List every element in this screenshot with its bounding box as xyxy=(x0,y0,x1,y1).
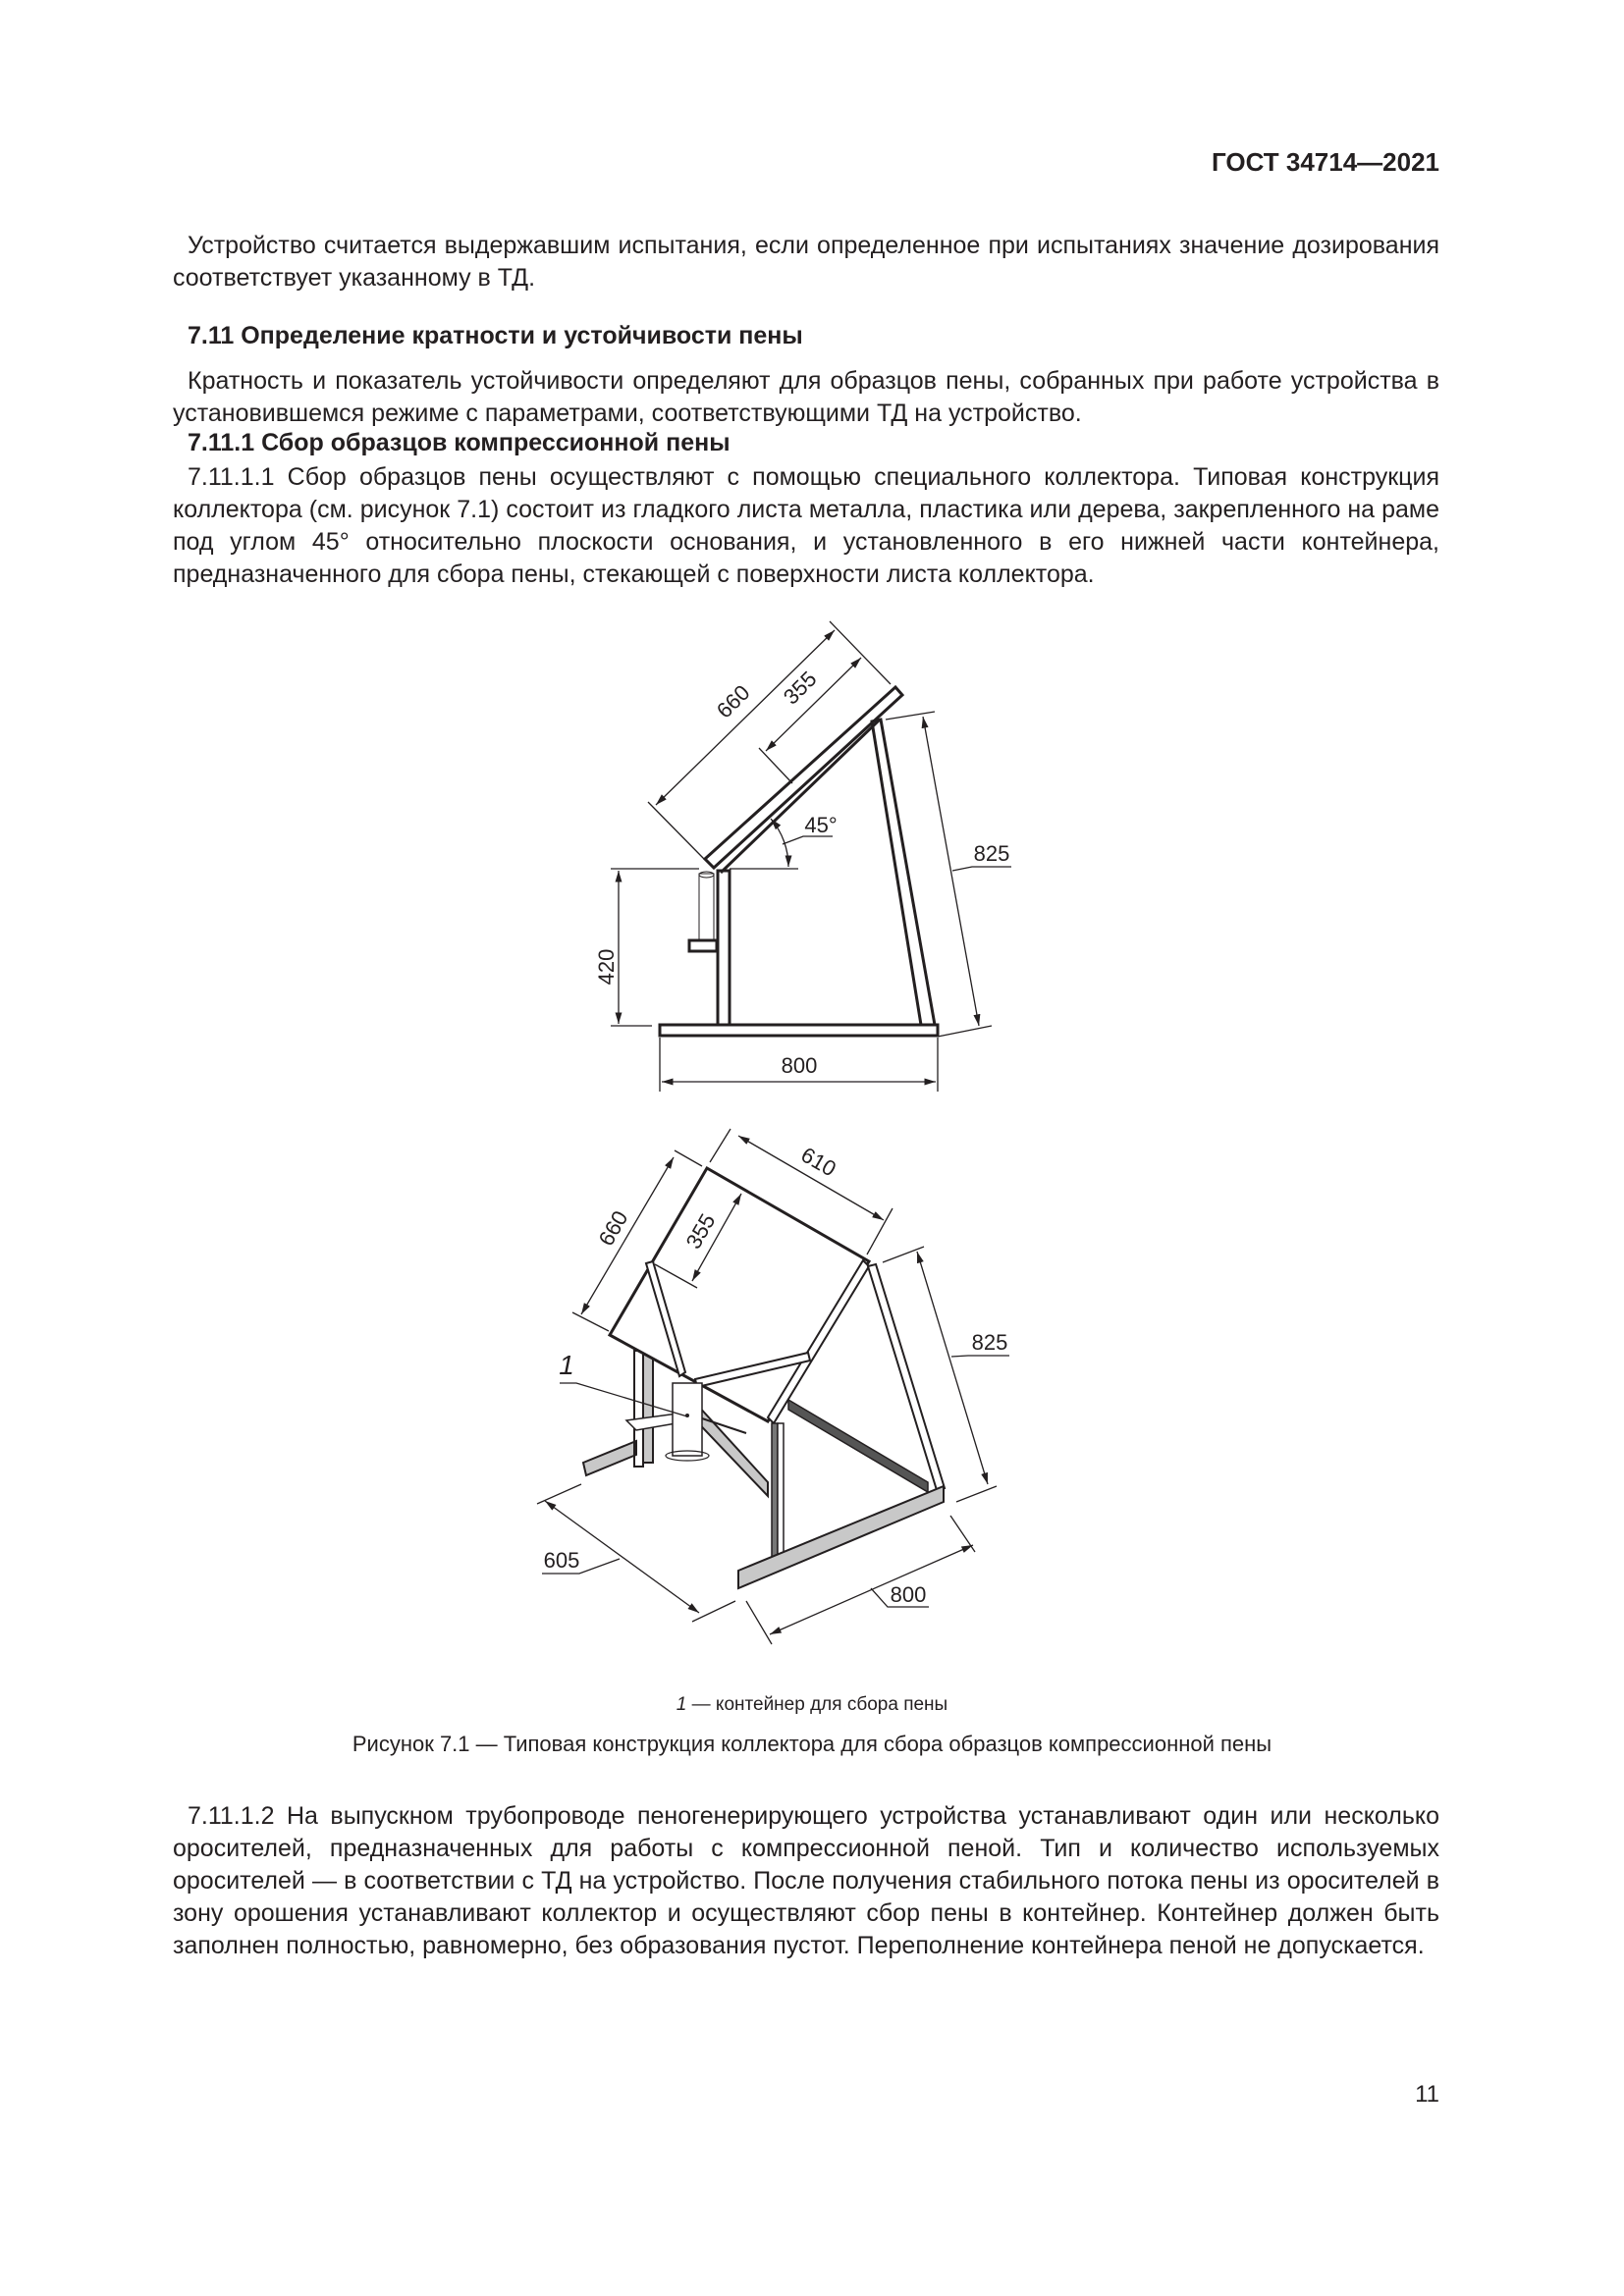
angle-45-label: 45° xyxy=(804,813,838,837)
paragraph-7-11-1-1: 7.11.1.1 Сбор образцов пены осуществляют с помощью специального коллектора. Типовая конструкция коллектора (см. рисунок 7.1) состоит из гладкого листа металла, пластика или дерева, закрепленного на раме под углом 45° относительно плоскости основания, и установленного в его нижней части контейнера, предназначенного для сбора пены, стекающей с поверхности листа коллектора. xyxy=(173,463,1439,588)
iso-dim-355-label: 355 xyxy=(680,1209,721,1254)
front-post-iso xyxy=(772,1423,778,1562)
iso-dim-605-label: 605 xyxy=(543,1548,580,1573)
iso-dim-660-label: 660 xyxy=(593,1206,633,1251)
paragraph-test-result: Устройство считается выдержавшим испытания, если определенное при испытаниях значение дозирования соответствует указанному в ТД. xyxy=(173,232,1439,292)
left-base-bar xyxy=(583,1441,636,1475)
legend-number: 1 xyxy=(676,1694,687,1715)
figure-caption: Рисунок 7.1 — Типовая конструкция коллектора для сбора образцов компрессионной пены xyxy=(352,1732,1272,1756)
iso-dim-610-label: 610 xyxy=(796,1142,840,1182)
iso-dim-825-label: 825 xyxy=(971,1330,1008,1355)
front-base-bar xyxy=(738,1486,944,1588)
paragraph-7-11: Кратность и показатель устойчивости определяют для образцов пены, собранных при работе устройства в установившемся режиме с параметрами, соответствующими ТД на устройство. xyxy=(173,367,1439,427)
dim-355-label: 355 xyxy=(778,666,822,710)
dim-800-label: 800 xyxy=(781,1053,818,1078)
callout-1: 1 xyxy=(559,1350,574,1380)
paragraph-7-11-1-2: 7.11.1.2 На выпускном трубопроводе пеногенерирующего устройства устанавливают один или несколько оросителей, предназначенных для работы с компрессионной пеной. Тип и количество используемых оросителей — в соответствии с ТД на устройство. После получения стабильного потока пены из оросителей в зону орошения устанавливают коллектор и осуществляют сбор пены в контейнер. Контейнер должен быть заполнен полностью, равномерно, без образования пустот. Переполнение контейнера пеной не допускается. xyxy=(173,1802,1439,1959)
figure-legend xyxy=(0,1694,1624,1716)
heading-7-11: 7.11 Определение кратности и устойчивости пены xyxy=(188,322,803,349)
legend-text: — контейнер для сбора пены xyxy=(686,1694,948,1715)
foam-container xyxy=(699,874,714,940)
dim-660-label: 660 xyxy=(711,679,755,723)
base-bar xyxy=(660,1025,938,1036)
dim-825-label: 825 xyxy=(973,841,1010,866)
isometric-view xyxy=(537,1129,1009,1644)
container-shelf xyxy=(689,940,717,951)
document-standard-header: ГОСТ 34714—2021 xyxy=(1212,147,1439,177)
front-post xyxy=(718,871,730,1025)
dim-420-label: 420 xyxy=(594,948,619,986)
foam-container-iso xyxy=(673,1383,702,1456)
heading-7-11-1: 7.11.1 Сбор образцов компрессионной пены xyxy=(188,429,731,456)
side-view xyxy=(594,621,1011,1092)
rear-leg xyxy=(872,720,935,1025)
page-number: 11 xyxy=(1415,2081,1439,2108)
iso-dim-800-label: 800 xyxy=(890,1582,927,1607)
